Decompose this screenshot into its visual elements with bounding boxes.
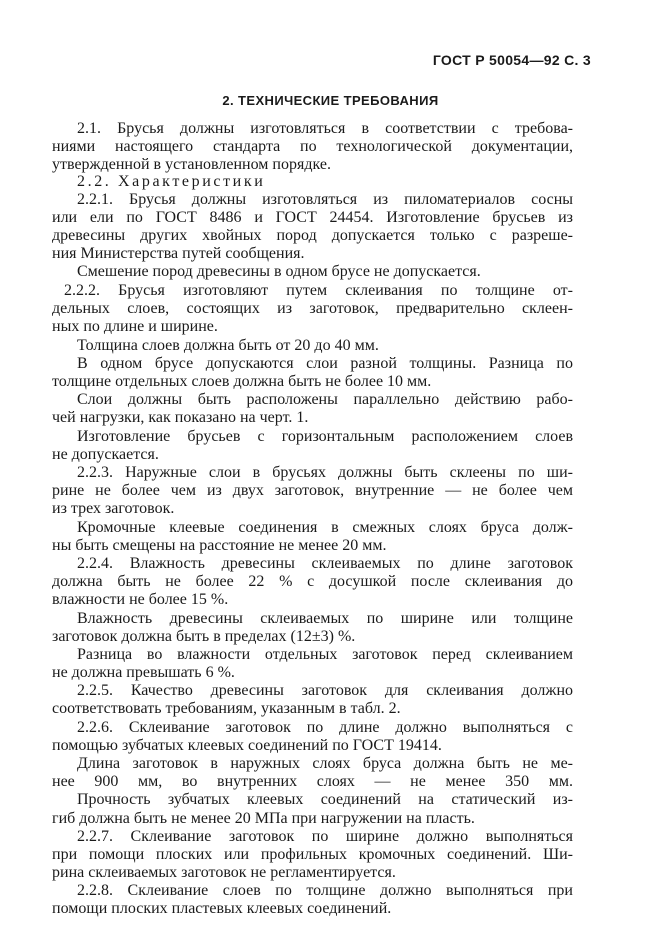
text-line: или ели по ГОСТ 8486 и ГОСТ 24454. Изготовление брусьев из (52, 209, 573, 226)
text-line: Длина заготовок в наружных слоях бруса должна быть не ме- (77, 755, 573, 772)
text-line: Кромочные клеевые соединения в смежных слоях бруса долж- (77, 519, 573, 536)
text-line: не допускается. (52, 446, 159, 463)
text-line: толщине отдельных слоев должна быть не более 10 мм. (52, 373, 432, 390)
text-line: Слои должны быть расположены параллельно действию рабо- (77, 391, 573, 408)
text-line: Прочность зубчатых клеевых соединений на статический из- (77, 791, 573, 808)
text-line: не должна превышать 6 %. (52, 664, 235, 681)
text-line: В одном брусе допускаются слои разной толщины. Разница по (77, 355, 573, 372)
text-line: дельных слоев, состоящих из заготовок, предварительно склеен- (52, 300, 573, 317)
text-line: должна быть не более 22 % с досушкой после склеивания до (52, 573, 573, 590)
text-line: чей нагрузки, как показано на черт. 1. (52, 409, 309, 426)
text-line: 2.2.5. Качество древесины заготовок для склеивания должно (77, 682, 573, 699)
text-line: древесины других хвойных пород допускается только с разреше- (52, 227, 573, 244)
text-line: влажности не более 15 %. (52, 591, 229, 608)
text-line: ных по длине и ширине. (52, 318, 218, 335)
text-line: 2.2.3. Наружные слои в брусьях должны быть склеены по ши- (77, 464, 573, 481)
text-line: Изготовление брусьев с горизонтальным расположением слоев (77, 428, 573, 445)
text-line: 2.2.4. Влажность древесины склеиваемых по длине заготовок (77, 555, 573, 572)
text-line: Смешение пород древесины в одном брусе не допускается. (77, 263, 481, 280)
text-line: нее 900 мм, во внутренних слоях — не менее 350 мм. (52, 773, 573, 790)
text-line: 2.2.2. Брусья изготовляют путем склеивания по толщине от- (64, 282, 573, 299)
text-line: соответствовать требованиям, указанным в табл. 2. (52, 700, 401, 717)
text-line: рина склеиваемых заготовок не регламентируется. (52, 864, 396, 881)
text-line: 2.2.1. Брусья должны изготовляться из пиломатериалов сосны (77, 191, 573, 208)
text-line: 2.1. Брусья должны изготовляться в соответствии с требова- (77, 120, 573, 137)
text-line: помощи плоских пластевых клеевых соединений. (52, 900, 392, 917)
text-line: утвержденной в установленном порядке. (52, 156, 331, 173)
text-line: ния Министерства путей сообщения. (52, 245, 305, 262)
text-line: ниями настоящего стандарта по технологической документации, (52, 138, 573, 155)
text-line: заготовок должна быть в пределах (12±3) %. (52, 628, 356, 645)
text-line: 2.2.7. Склеивание заготовок по ширине должно выполняться (77, 828, 573, 845)
text-line: при помощи плоских или профильных кромочных соединений. Ши- (52, 846, 573, 863)
text-line: 2.2. Характеристики (77, 173, 266, 190)
text-line: 2.2.6. Склеивание заготовок по длине должно выполняться с (77, 719, 573, 736)
page-header: ГОСТ Р 50054—92 С. 3 (432, 52, 591, 68)
section-title: 2. ТЕХНИЧЕСКИЕ ТРЕБОВАНИЯ (222, 93, 439, 108)
text-line: Разница во влажности отдельных заготовок перед склеиванием (77, 646, 573, 663)
text-line: ны быть смещены на расстояние не менее 20 мм. (52, 537, 387, 554)
text-line: гиб должна быть не менее 20 МПа при нагружении на пласть. (52, 810, 475, 827)
text-line: Толщина слоев должна быть от 20 до 40 мм. (77, 337, 379, 354)
text-line: из трех заготовок. (52, 500, 175, 517)
text-line: рине не более чем из двух заготовок, внутренние — не более чем (52, 482, 573, 499)
text-line: помощью зубчатых клеевых соединений по ГОСТ 19414. (52, 737, 442, 754)
text-line: 2.2.8. Склеивание слоев по толщине должно выполняться при (77, 882, 573, 899)
text-line: Влажность древесины склеиваемых по ширине или толщине (77, 610, 573, 627)
